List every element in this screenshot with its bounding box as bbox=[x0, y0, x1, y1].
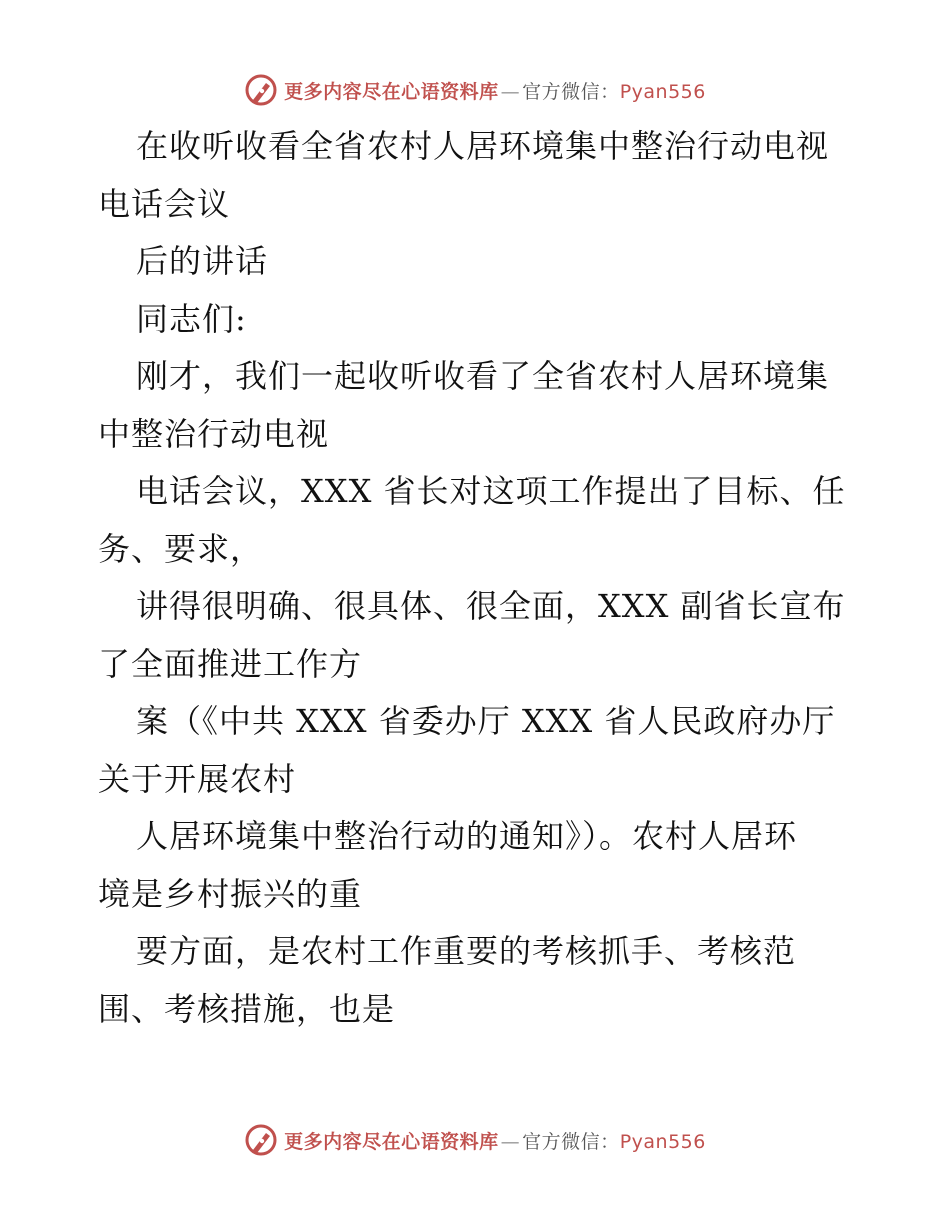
text-line: 讲得很明确、很具体、很全面，XXX 副省长宣布 bbox=[136, 587, 846, 625]
watermark-separator: — bbox=[500, 80, 521, 103]
watermark-label: 官方微信： bbox=[522, 80, 620, 103]
text-line: 案（《中共 XXX 省委办厅 XXX 省人民政府办厅 bbox=[136, 702, 836, 740]
watermark-separator: — bbox=[500, 1130, 521, 1153]
watermark-site: 更多内容尽在心语资料库 bbox=[284, 1130, 499, 1153]
text-line: 境是乡村振兴的重 bbox=[98, 874, 363, 913]
watermark-site: 更多内容尽在心语资料库 bbox=[284, 80, 499, 103]
watermark-wechat-id: Pyan556 bbox=[619, 80, 706, 103]
text-line: 电话会议，XXX 省长对这项工作提出了目标、任 bbox=[136, 472, 846, 510]
document-body bbox=[98, 118, 853, 1038]
text-line: 同志们: bbox=[136, 299, 247, 338]
pen-logo-icon bbox=[244, 73, 278, 107]
watermark-text bbox=[284, 77, 706, 104]
watermark-footer bbox=[0, 1120, 950, 1160]
watermark-header bbox=[0, 70, 950, 110]
text-line: 刚才，我们一起收听收看了全省农村人居环境集 bbox=[136, 357, 830, 395]
watermark-label: 官方微信： bbox=[522, 1130, 620, 1153]
text-line: 关于开展农村 bbox=[98, 759, 297, 798]
text-line: 人居环境集中整治行动的通知》）。农村人居环 bbox=[136, 817, 798, 855]
text-line: 后的讲话 bbox=[136, 242, 269, 280]
text-line: 要方面，是农村工作重要的考核抓手、考核范 bbox=[136, 932, 797, 970]
watermark-wechat-id: Pyan556 bbox=[619, 1130, 706, 1153]
pen-logo-icon bbox=[244, 1123, 278, 1157]
text-line: 中整治行动电视 bbox=[98, 414, 330, 453]
text-line: 围、考核措施，也是 bbox=[98, 989, 396, 1028]
text-line: 务、要求， bbox=[98, 529, 264, 568]
text-line: 电话会议 bbox=[98, 184, 231, 223]
text-line: 了全面推进工作方 bbox=[98, 644, 363, 683]
watermark-text bbox=[284, 1127, 706, 1154]
text-line: 在收听收看全省农村人居环境集中整治行动电视 bbox=[136, 127, 830, 165]
